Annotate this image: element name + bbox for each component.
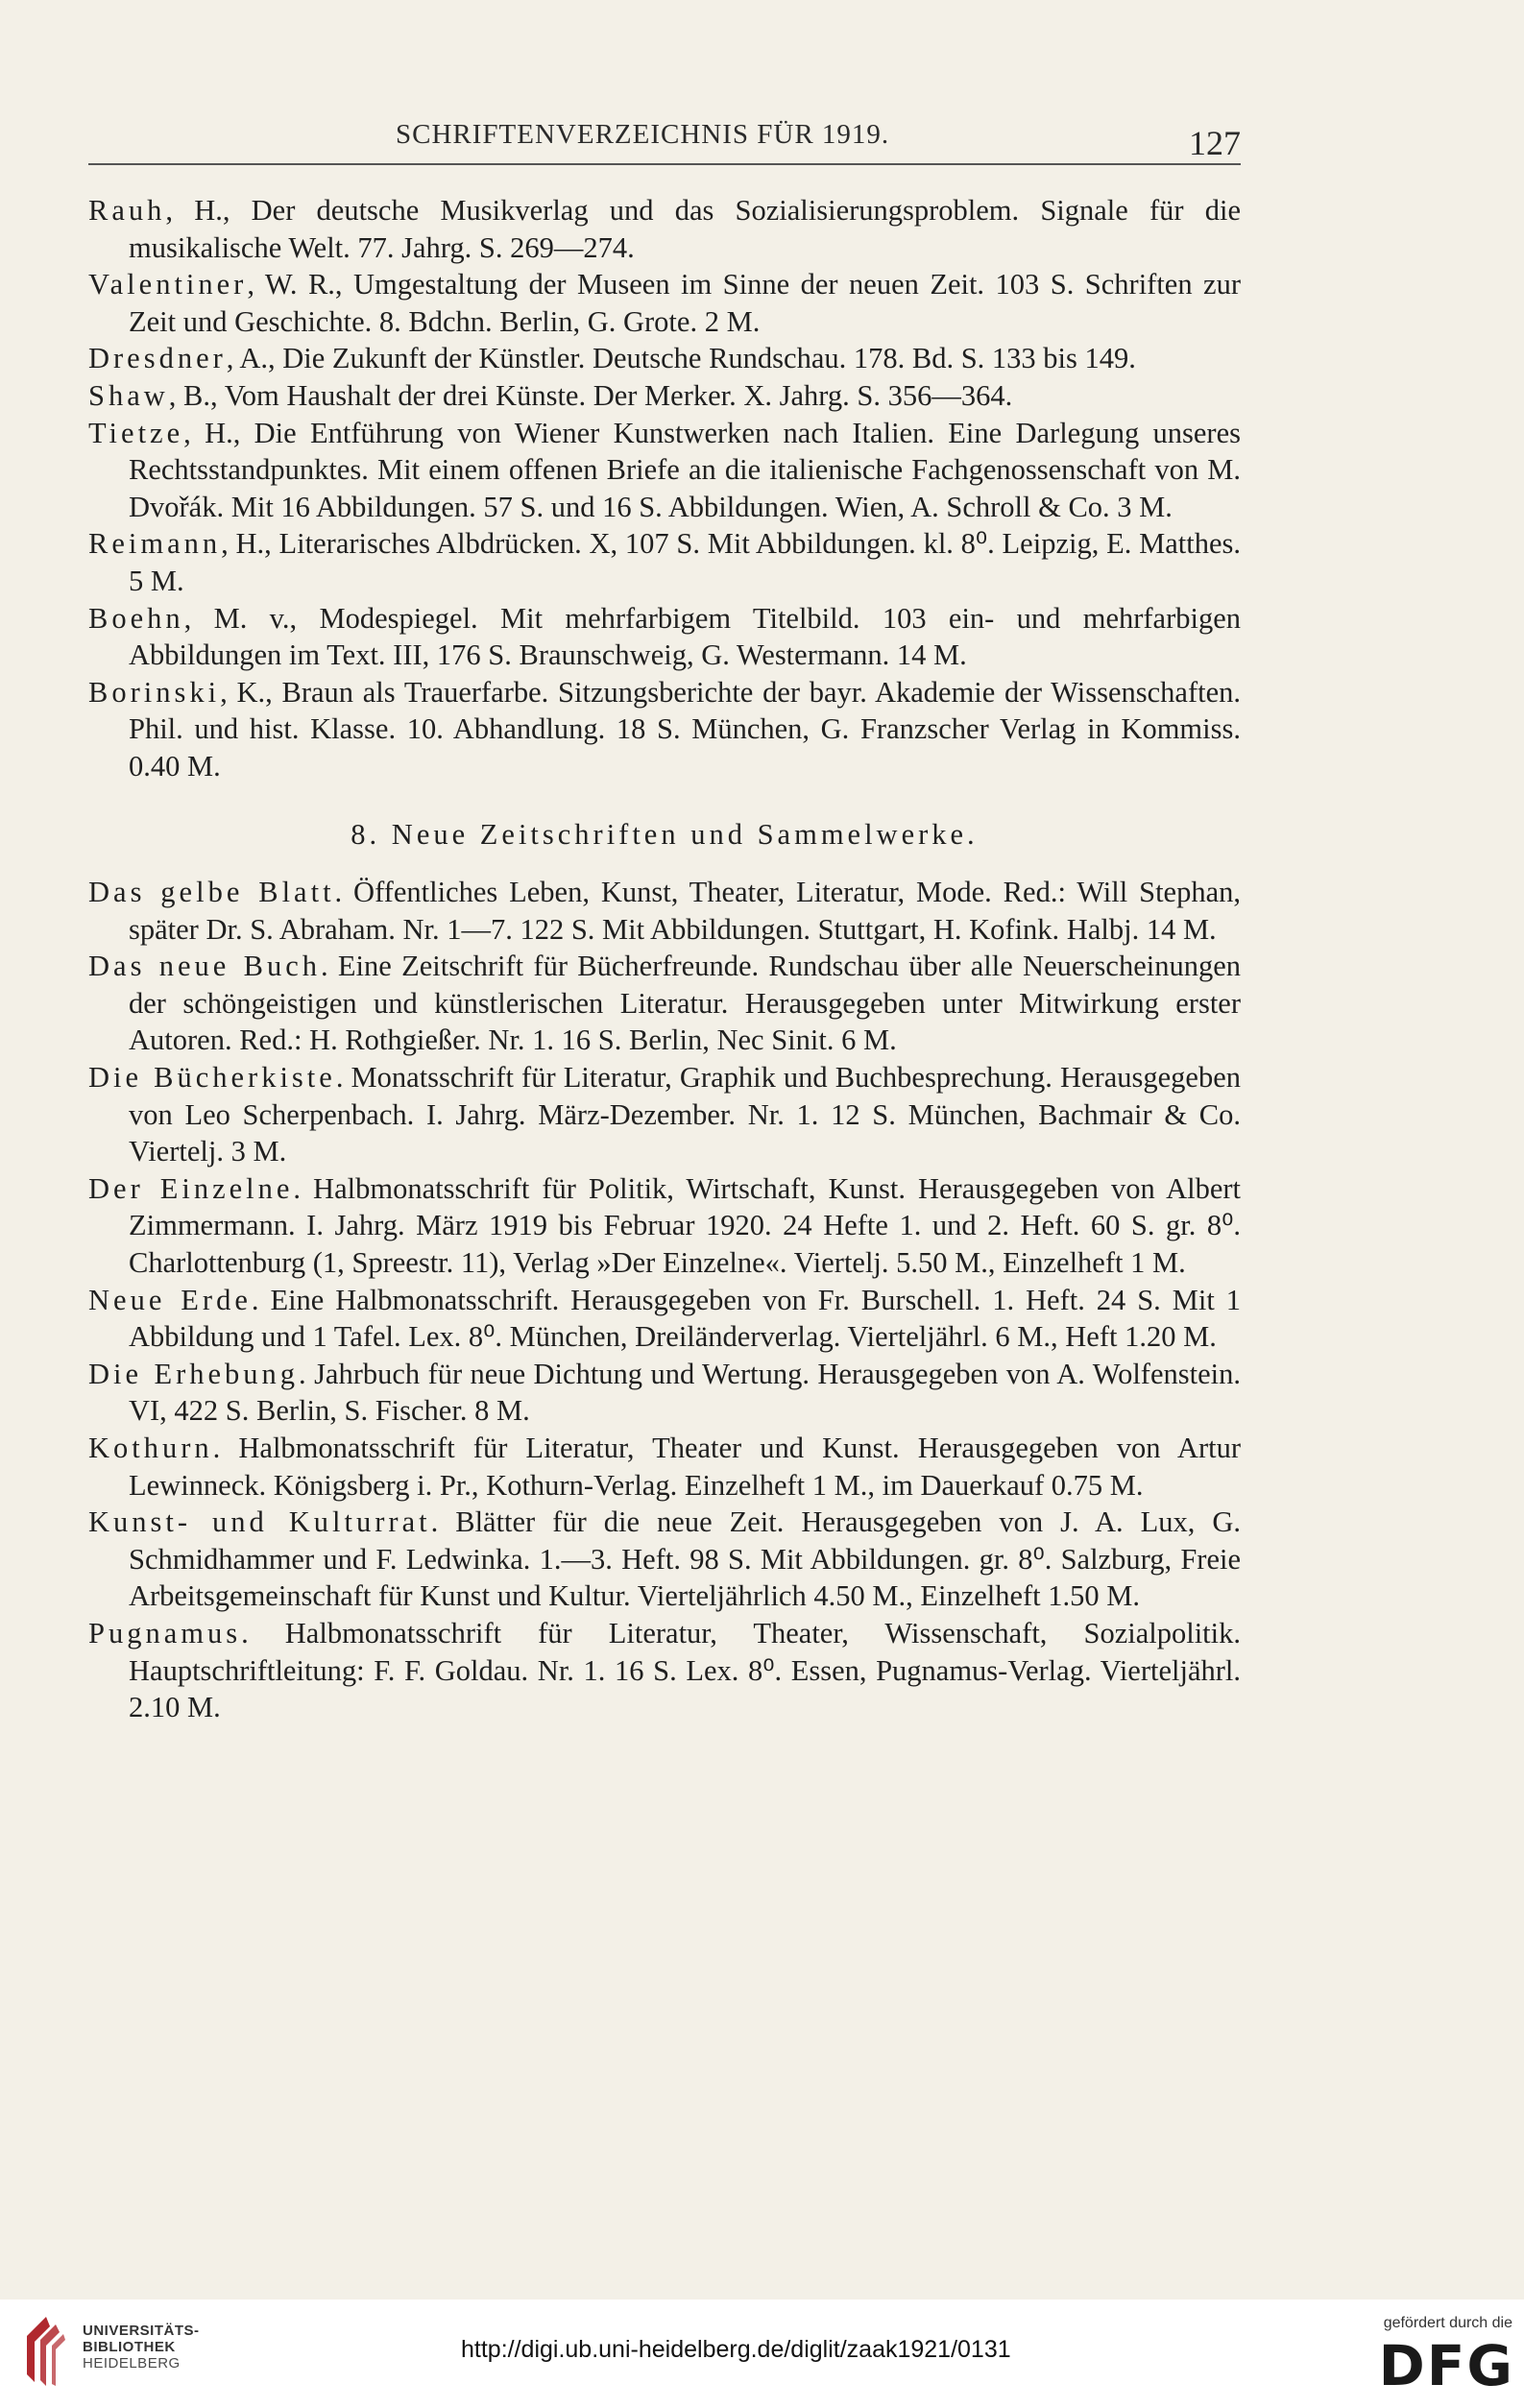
periodical-entry [88, 1282, 1241, 1356]
bibliography-entry [88, 377, 1241, 415]
library-logo-icon [17, 2311, 75, 2388]
entry-text: , B., Vom Haushalt der drei Künste. Der Merker. X. Jahrg. S. 356—364. [168, 378, 1013, 412]
bibliography-entry [88, 192, 1241, 266]
bibliography-entry [88, 340, 1241, 377]
periodical-entry [88, 1059, 1241, 1170]
source-url-link[interactable]: http://digi.ub.uni-heidelberg.de/diglit/zaak1921/0131 [461, 2336, 1011, 2363]
entry-title: Das neue Buch [88, 950, 321, 983]
library-name-line2: BIBLIOTHEK [83, 2339, 176, 2355]
entry-text: , A., Die Zukunft der Künstler. Deutsche Rundschau. 178. Bd. S. 133 bis 149. [226, 342, 1136, 375]
entry-title: Kunst- und Kulturrat [88, 1505, 431, 1539]
entry-text: . Blätter für die neue Zeit. Herausgegeben von J. A. Lux, G. Schmidhammer und F. Ledwinka. 1.—3. Heft. 98 S. Mit Abbildungen. gr. 8⁰. Salzburg, Freie Arbeitsgemeinschaft für Kunst und Kultur. Vierteljährlich 4.50 M., Einzelheft 1.50 M. [129, 1505, 1242, 1613]
bibliography-entry [88, 266, 1241, 340]
page-number: 127 [1189, 124, 1241, 162]
bibliography [88, 192, 1241, 1726]
bibliography-entry [88, 674, 1241, 785]
entry-text: , H., Literarisches Albdrücken. X, 107 S. Mit Abbildungen. kl. 8⁰. Leipzig, E. Matthes. 5 M. [129, 527, 1241, 597]
entry-text: . Halbmonatsschrift für Literatur, Theater und Kunst. Herausgegeben von Artur Lewinneck. Königsberg i. Pr., Kothurn-Verlag. Einzelheft 1 M., im Dauerkauf 0.75 M. [129, 1432, 1241, 1502]
entry-text: . Eine Halbmonatsschrift. Herausgegeben von Fr. Burschell. 1. Heft. 24 S. Mit 1 Abbildung und 1 Tafel. Lex. 8⁰. München, Dreiländerverlag. Vierteljährl. 6 M., Heft 1.20 M. [129, 1283, 1241, 1354]
periodical-entry [88, 1356, 1241, 1430]
entries-list-after [88, 874, 1241, 1726]
page-header [88, 113, 1241, 171]
entry-title: Kothurn [88, 1432, 213, 1464]
bibliography-entry [88, 525, 1241, 599]
entry-text: . Halbmonatsschrift für Politik, Wirtschaft, Kunst. Herausgegeben von Albert Zimmermann. I. Jahrg. März 1919 bis Februar 1920. 24 Hefte 1. und 2. Heft. 60 S. gr. 8⁰. Charlottenburg (1, Spreestr. 11), Verlag »Der Einzelne«. Viertelj. 5.50 M., Einzelheft 1 M. [129, 1171, 1241, 1280]
bibliography-entry [88, 600, 1241, 674]
entry-text: . Halbmonatsschrift für Literatur, Theater, Wissenschaft, Sozialpolitik. Hauptschriftleitung: F. F. Goldau. Nr. 1. 16 S. Lex. 8⁰. Essen, Pugnamus-Verlag. Vierteljährl. 2.10 M. [129, 1616, 1241, 1724]
entry-author: Valentiner [88, 268, 248, 301]
entry-author: Boehn [88, 601, 184, 635]
entry-text: , W. R., Umgestaltung der Museen im Sinne der neuen Zeit. 103 S. Schriften zur Zeit und Geschichte. 8. Bdchn. Berlin, G. Grote. 2 M. [129, 268, 1241, 338]
entry-text: , H., Die Entführung von Wiener Kunstwerken nach Italien. Eine Darlegung unseres Rechtsstandpunktes. Mit einem offenen Briefe an die italienische Fachgenossenschaft von M. Dvořák. Mit 16 Abbildungen. 57 S. und 16 S. Abbildungen. Wien, A. Schroll & Co. 3 M. [129, 416, 1241, 523]
funding-note: gefördert durch die [1383, 2315, 1512, 2331]
entry-title: Die Erhebung [88, 1357, 300, 1390]
bibliography-entry [88, 415, 1241, 526]
entry-author: Rauh [88, 194, 166, 227]
library-name-line1: UNIVERSITÄTS- [83, 2323, 200, 2339]
running-title: SCHRIFTENVERZEICHNIS FÜR 1919. [396, 119, 890, 150]
header-rule [88, 163, 1241, 165]
periodical-entry [88, 874, 1241, 948]
periodical-entry [88, 1504, 1241, 1615]
entry-title: Neue Erde [88, 1283, 252, 1316]
digitization-footer [0, 2300, 1524, 2408]
entry-title: Die Bücherkiste [88, 1061, 336, 1095]
entry-text: . Monatsschrift für Literatur, Graphik und Buchbesprechung. Herausgegeben von Leo Scherpenbach. I. Jahrg. März-Dezember. Nr. 1. 12 S. München, Bachmair & Co. Viertelj. 3 M. [129, 1061, 1241, 1168]
library-name [83, 2323, 200, 2372]
entry-text: . Jahrbuch für neue Dichtung und Wertung. Herausgegeben von A. Wolfenstein. VI, 422 S. Berlin, S. Fischer. 8 M. [129, 1357, 1241, 1428]
entry-text: , M. v., Modespiegel. Mit mehrfarbigem Titelbild. 103 ein- und mehrfarbigen Abbildungen im Text. III, 176 S. Braunschweig, G. Westermann. 14 M. [129, 601, 1241, 672]
section-heading: 8. Neue Zeitschriften und Sammelwerke. [351, 817, 979, 851]
entry-author: Dresdner [88, 342, 227, 375]
entry-text: , K., Braun als Trauerfarbe. Sitzungsberichte der bayr. Akademie der Wissenschaften. Phil. und hist. Klasse. 10. Abhandlung. 18 S. München, G. Franzscher Verlag in Kommiss. 0.40 M. [129, 675, 1241, 783]
entries-list-before [88, 192, 1241, 785]
periodical-entry [88, 1430, 1241, 1504]
entry-title: Der Einzelne [88, 1171, 294, 1205]
entry-text: . Öffentliches Leben, Kunst, Theater, Literatur, Mode. Red.: Will Stephan, später Dr. S. Abraham. Nr. 1—7. 122 S. Mit Abbildungen. Stuttgart, H. Kofink. Halbj. 14 M. [129, 876, 1241, 946]
entry-text: . Eine Zeitschrift für Bücherfreunde. Rundschau über alle Neuerscheinungen der schöngeistigen und künstlerischen Literatur. Herausgegeben unter Mitwirkung erster Autoren. Red.: H. Rothgießer. Nr. 1. 16 S. Berlin, Nec Sinit. 6 M. [129, 950, 1242, 1057]
periodical-entry [88, 1170, 1241, 1282]
entry-author: Tietze [88, 416, 184, 449]
library-name-line3: HEIDELBERG [83, 2355, 181, 2372]
periodical-entry [88, 1615, 1241, 1726]
entry-text: , H., Der deutsche Musikverlag und das Sozialisierungsproblem. Signale für die musikalische Welt. 77. Jahrg. S. 269—274. [129, 194, 1241, 264]
entry-author: Shaw [88, 378, 169, 412]
periodical-entry [88, 948, 1241, 1059]
entry-title: Pugnamus [88, 1616, 242, 1649]
entry-author: Borinski [88, 675, 221, 709]
entry-author: Reimann [88, 527, 222, 561]
dfg-logo: DFG [1378, 2333, 1514, 2398]
entry-title: Das gelbe Blatt [88, 876, 335, 909]
